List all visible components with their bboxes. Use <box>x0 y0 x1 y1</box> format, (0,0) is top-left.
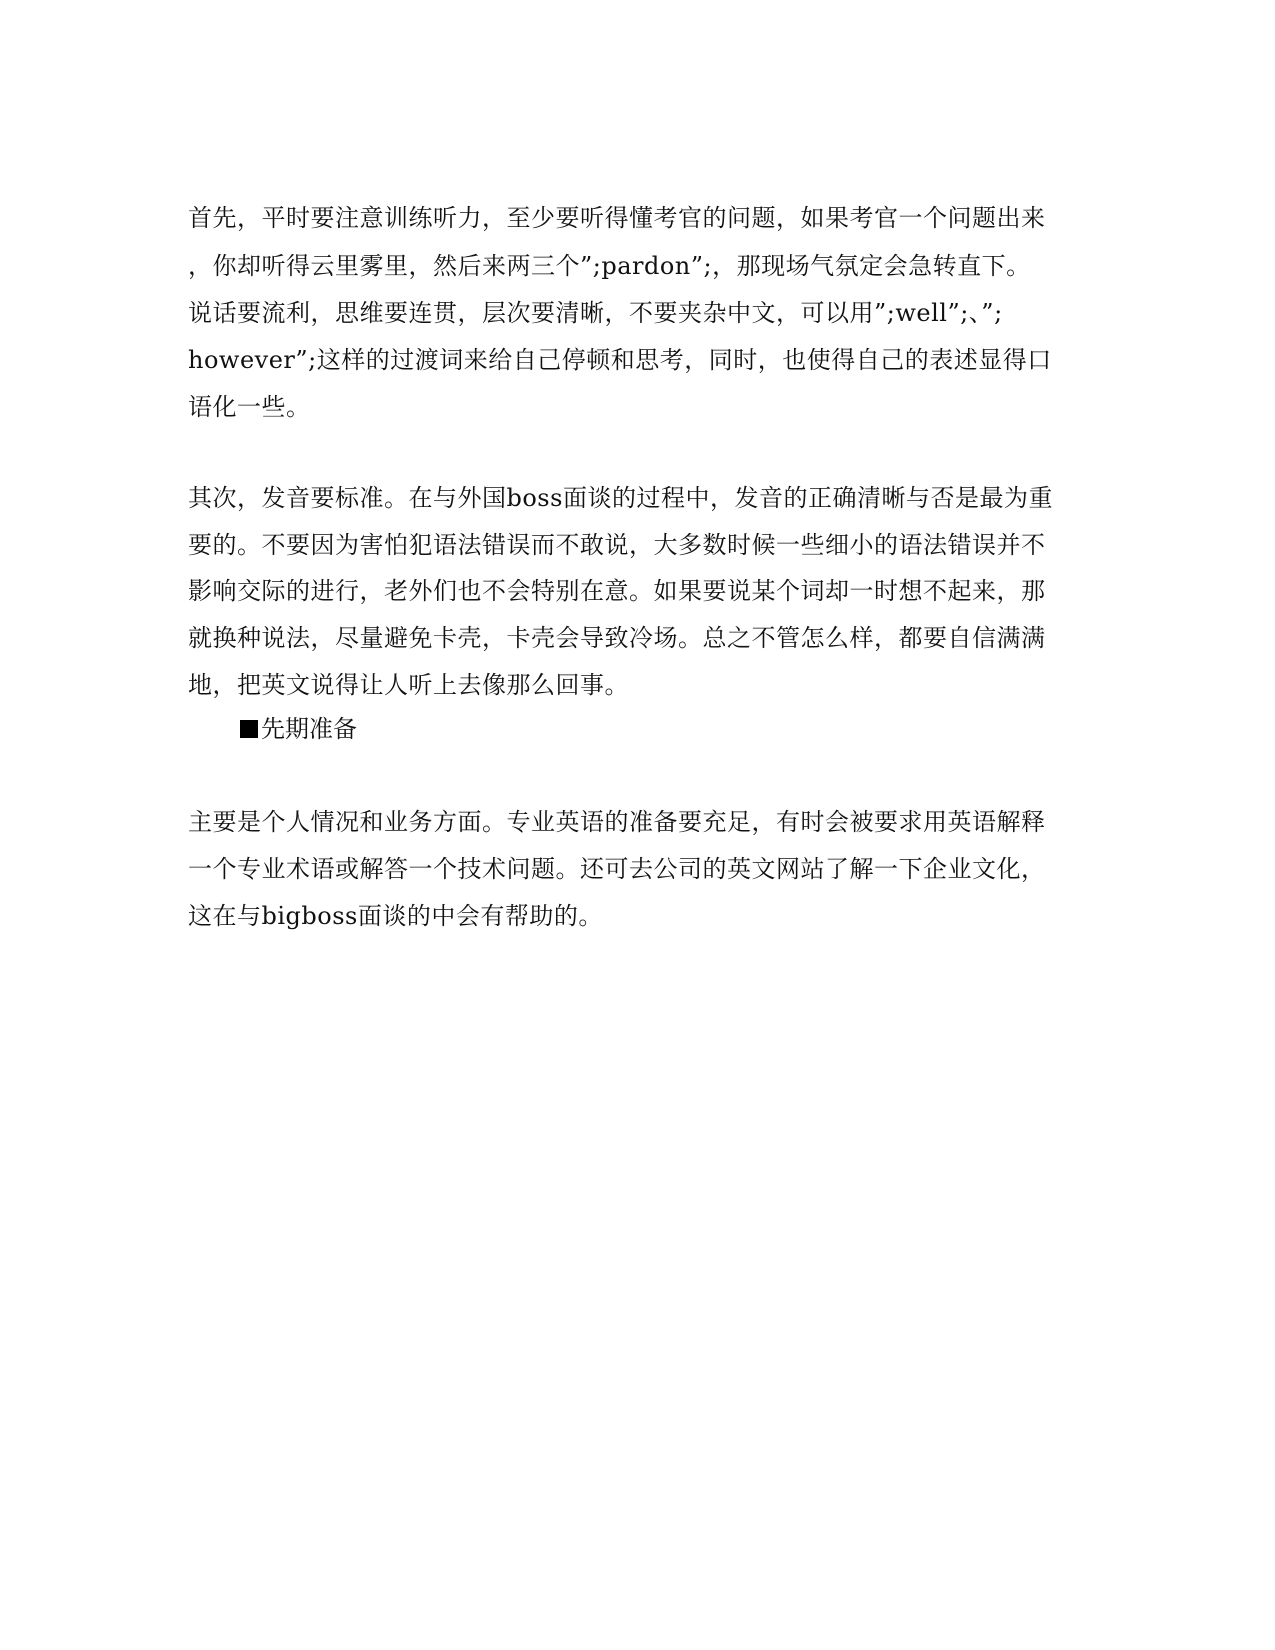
paragraph-1-line-5: 语化一些。 <box>188 393 311 421</box>
black-square-icon <box>240 720 258 738</box>
section-heading <box>240 714 357 744</box>
paragraph-3-line-1: 主要是个人情况和业务方面。专业英语的准备要充足，有时会被要求用英语解释 <box>188 808 1046 836</box>
paragraph-1-line-4: however”;这样的过渡词来给自己停顿和思考，同时，也使得自己的表述显得口 <box>188 346 1052 374</box>
paragraph-2-line-2: 要的。不要因为害怕犯语法错误而不敢说，大多数时候一些细小的语法错误并不 <box>188 531 1046 559</box>
paragraph-1-line-2: ，你却听得云里雾里，然后来两三个”;pardon”;，那现场气氛定会急转直下。 <box>188 252 1031 280</box>
paragraph-2-line-5: 地，把英文说得让人听上去像那么回事。 <box>188 671 629 699</box>
paragraph-1-line-3: 说话要流利，思维要连贯，层次要清晰，不要夹杂中文，可以用”;well”;、”; <box>188 299 1003 327</box>
section-heading-text: 先期准备 <box>261 715 357 743</box>
paragraph-3-line-2: 一个专业术语或解答一个技术问题。还可去公司的英文网站了解一下企业文化， <box>188 855 1046 883</box>
paragraph-2-line-1: 其次，发音要标准。在与外国boss面谈的过程中，发音的正确清晰与否是最为重 <box>188 484 1053 512</box>
paragraph-1-line-1: 首先，平时要注意训练听力，至少要听得懂考官的问题，如果考官一个问题出来 <box>188 204 1046 232</box>
paragraph-2-line-4: 就换种说法，尽量避免卡壳，卡壳会导致冷场。总之不管怎么样，都要自信满满 <box>188 624 1046 652</box>
paragraph-2-line-3: 影响交际的进行，老外们也不会特别在意。如果要说某个词却一时想不起来，那 <box>188 577 1046 605</box>
paragraph-3-line-3: 这在与bigboss面谈的中会有帮助的。 <box>188 902 603 930</box>
